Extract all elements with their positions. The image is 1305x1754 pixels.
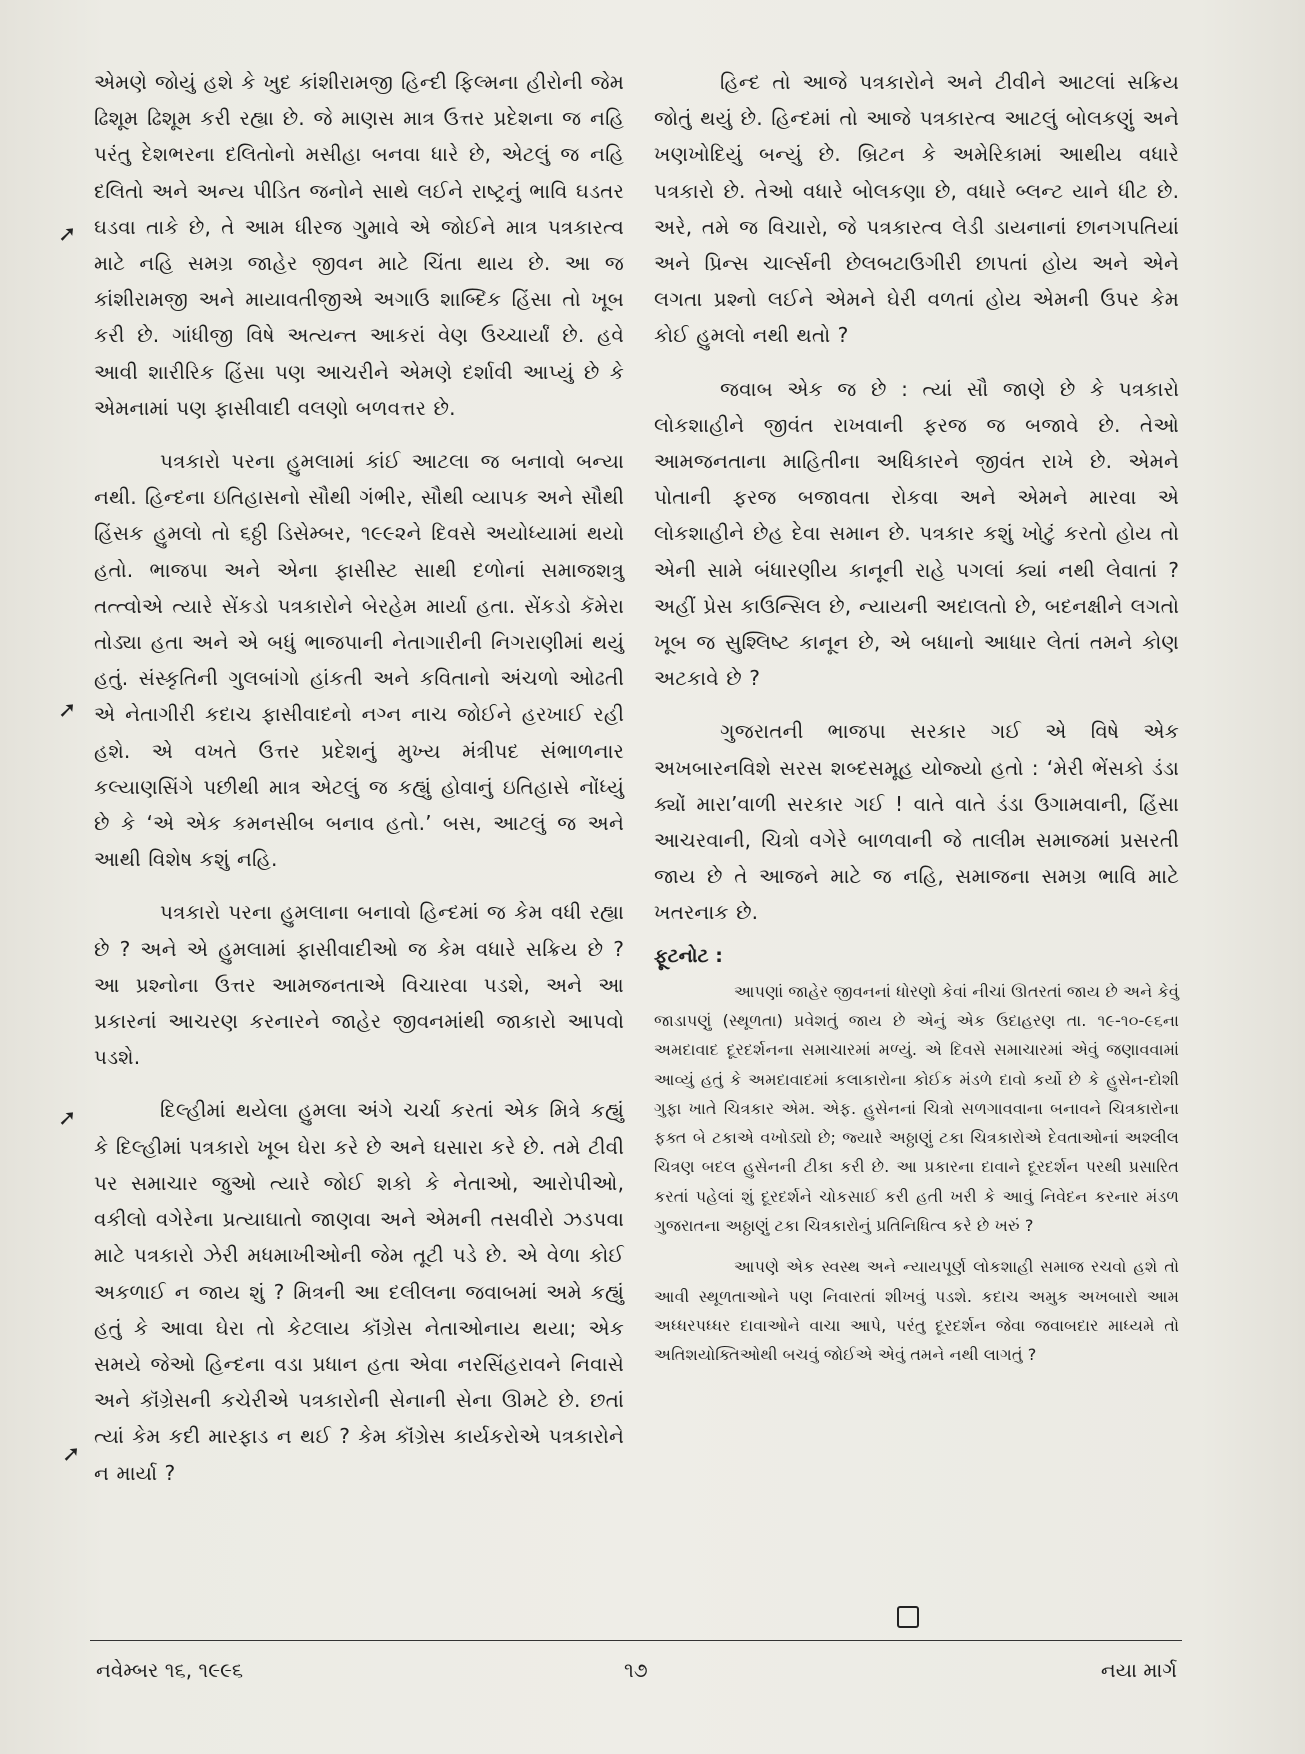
footnote-paragraph-2: આપણે એક સ્વસ્થ અને ન્યાયપૂર્ણ લોકશાહી સમાજ રચવો હશે તો આવી સ્થૂળતાઓને પણ નિવારતાં શીખવું પડશે. કદાચ અમુક અખબારો આમ અધ્ધરપધ્ધર દાવાઓને વાચા આપે, પરંતુ દૂરદર્શન જેવા જવાબદાર માધ્યમે તો અતિશયોક્તિઓથી બચવું જોઈએ એવું તમને નથી લાગતું ? <box>654 1257 1179 1365</box>
end-square-icon <box>897 1606 919 1628</box>
margin-arrow-icon: ➚ <box>58 1106 77 1131</box>
margin-arrow-icon: ➚ <box>58 222 77 247</box>
footnote-heading: ફૂટનોટ : <box>654 944 723 967</box>
margin-arrow-icon: ➚ <box>58 698 77 723</box>
right-paragraph-3: ગુજરાતની ભાજપા સરકાર ગઈ એ વિષે એક અખબારનવિશે સરસ શબ્દસમૂહ યોજ્યો હતો : ‘મેરી ભેંસકો ડંડા ક્યોં મારા’વાળી સરકાર ગઈ ! વાતે વાતે ડંડા ઉગામવાની, હિંસા આચરવાની, ચિત્રો વગેરે બાળવાની જે તાલીમ સમાજમાં પ્રસરતી જાય છે તે આજને માટે જ નહિ, સમાજના સમગ્ર ભાવિ માટે ખતરનાક છે. <box>654 719 1179 925</box>
page-number: ૧૭ <box>624 1658 648 1682</box>
margin-arrow-icon: ➚ <box>62 1442 81 1467</box>
left-paragraph-2: પત્રકારો પરના હુમલામાં કાંઈ આટલા જ બનાવો બન્યા નથી. હિન્દના ઇતિહાસનો સૌથી ગંભીર, સૌથી વ્યાપક અને સૌથી હિંસક હુમલો તો ૬ઠ્ઠી ડિસેમ્બર, ૧૯૯૨ને દિવસે અયોધ્યામાં થયો હતો. ભાજપા અને એના ફાસીસ્ટ સાથી દળોનાં સમાજશત્રુ તત્ત્વોએ ત્યારે સેંકડો પત્રકારોને બેરહેમ માર્યા હતા. સેંકડો કૅમેરા તોડ્યા હતા અને એ બધું ભાજપાની નેતાગારીની નિગરાણીમાં થયું હતું. સંસ્કૃતિની ગુલબાંગો હાંકતી અને કવિતાનો અંચળો ઓઢતી એ નેતાગીરી કદાચ ફાસીવાદનો નગ્ન નાચ જોઈને હરખાઈ રહી હશે. એ વખતે ઉત્તર પ્રદેશનું મુખ્ય મંત્રીપદ સંભાળનાર કલ્યાણસિંગે પછીથી માત્ર એટલું જ કહ્યું હોવાનું ઇતિહાસે નોંધ્યું છે કે ‘એ એક કમનસીબ બનાવ હતો.’ બસ, આટલું જ અને આથી વિશેષ કશું નહિ. <box>94 449 624 872</box>
publication-name: નયા માર્ગ <box>1100 1658 1177 1682</box>
footer-date: નવેમ્બર ૧૬, ૧૯૯૬ <box>96 1658 244 1682</box>
left-paragraph-3: પત્રકારો પરના હુમલાના બનાવો હિન્દમાં જ કેમ વધી રહ્યા છે ? અને એ હુમલામાં ફાસીવાદીઓ જ કેમ વધારે સક્રિય છે ? આ પ્રશ્નોના ઉત્તર આમજનતાએ વિચારવા પડશે, અને આ પ્રકારનાં આચરણ કરનારને જાહેર જીવનમાંથી જાકારો આપવો પડશે. <box>94 900 624 1070</box>
right-column <box>654 64 1179 1370</box>
left-paragraph-4: દિલ્હીમાં થયેલા હુમલા અંગે ચર્ચા કરતાં એક મિત્રે કહ્યું કે દિલ્હીમાં પત્રકારો ખૂબ ઘેરા કરે છે અને ઘસારા કરે છે. તમે ટીવી પર સમાચાર જુઓ ત્યારે જોઈ શકો કે નેતાઓ, આરોપીઓ, વકીલો વગેરેના પ્રત્યાઘાતો જાણવા અને એમની તસવીરો ઝડપવા માટે પત્રકારો ઝેરી મધમાખીઓની જેમ તૂટી પડે છે. એ વેળા કોઈ અકળાઈ ન જાય શું ? મિત્રની આ દલીલના જવાબમાં અમે કહ્યું હતું કે આવા ઘેરા તો કેટલાય કૉંગ્રેસ નેતાઓનાય થયા; એક સમયે જેઓ હિન્દના વડા પ્રધાન હતા એવા નરસિંહરાવને નિવાસે અને કૉંગ્રેસની કચેરીએ પત્રકારોની સેનાની સેના ઊમટે છે. છતાં ત્યાં કેમ કદી મારફાડ ન થઈ ? કેમ કૉંગ્રેસ કાર્યકરોએ પત્રકારોને ન માર્યા ? <box>94 1098 624 1485</box>
right-paragraph-2: જવાબ એક જ છે : ત્યાં સૌ જાણે છે કે પત્રકારો લોકશાહીને જીવંત રાખવાની ફરજ જ બજાવે છે. તેઓ આમજનતાના માહિતીના અધિકારને જીવંત રાખે છે. એમને પોતાની ફરજ બજાવતા રોકવા અને એમને મારવા એ લોકશાહીને છેહ દેવા સમાન છે. પત્રકાર કશું ખોટું કરતો હોય તો એની સામે બંધારણીય કાનૂની રાહે પગલાં ક્યાં નથી લેવાતાં ? અહીં પ્રેસ કાઉન્સિલ છે, ન્યાયની અદાલતો છે, બદનક્ષીને લગતો ખૂબ જ સુશ્લિષ્ટ કાનૂન છે, એ બધાનો આધાર લેતાં તમને કોણ અટકાવે છે ? <box>654 376 1179 691</box>
footnote-paragraph-1: આપણાં જાહેર જીવનનાં ધોરણો કેવાં નીચાં ઊતરતાં જાય છે અને કેવું જાડાપણું (સ્થૂળતા) પ્રવેશતું જાય છે એનું એક ઉદાહરણ તા. ૧૯-૧૦-૯૬ના અમદાવાદ દૂરદર્શનના સમાચારમાં મળ્યું. એ દિવસે સમાચારમાં એવું જણાવવામાં આવ્યું હતું કે અમદાવાદમાં કલાકારોના કોઈક મંડળે દાવો કર્યો છે કે હુસેન-દોશી ગુફા ખાતે ચિત્રકાર એમ. એફ. હુસેનનાં ચિત્રો સળગાવવાના બનાવને ચિત્રકારોના ફક્ત બે ટકાએ વખોડ્યો છે; જ્યારે અઠ્ઠાણું ટકા ચિત્રકારોએ દેવતાઓનાં અશ્લીલ ચિત્રણ બદલ હુસેનની ટીકા કરી છે. આ પ્રકારના દાવાને દૂરદર્શન પરથી પ્રસારિત કરતાં પહેલાં શું દૂરદર્શને ચોકસાઈ કરી હતી ખરી કે આવું નિવેદન કરનાર મંડળ ગુજરાતના અઠ્ઠાણું ટકા ચિત્રકારોનું પ્રતિનિધિત્વ કરે છે ખરું ? <box>654 981 1179 1236</box>
left-paragraph-1: એમણે જોયું હશે કે ખુદ કાંશીરામજી હિન્દી ફિલ્મના હીરોની જેમ ઢિશૂમ ઢિશૂમ કરી રહ્યા છે. જે માણસ માત્ર ઉત્તર પ્રદેશના જ નહિ પરંતુ દેશભરના દલિતોનો મસીહા બનવા ધારે છે, એટલું જ નહિ દલિતો અને અન્ય પીડિત જનોને સાથે લઈને રાષ્ટ્રનું ભાવિ ઘડતર ઘડવા તાકે છે, તે આમ ધીરજ ગુમાવે એ જોઈને માત્ર પત્રકારત્વ માટે નહિ સમગ્ર જાહેર જીવન માટે ચિંતા થાય છે. આ જ કાંશીરામજી અને માયાવતીજીએ અગાઉ શાબ્દિક હિંસા તો ખૂબ કરી છે. ગાંધીજી વિષે અત્યન્ત આકરાં વેણ ઉચ્ચાર્યાં છે. હવે આવી શારીરિક હિંસા પણ આચરીને એમણે દર્શાવી આપ્યું છે કે એમનામાં પણ ફાસીવાદી વલણો બળવત્તર છે. <box>94 70 624 420</box>
footer-divider <box>90 1640 1182 1641</box>
left-column <box>94 64 624 1491</box>
right-paragraph-1: હિન્દ તો આજે પત્રકારોને અને ટીવીને આટલાં સક્રિય જોતું થયું છે. હિન્દમાં તો આજે પત્રકારત્વ આટલું બોલકણું અને ખણખોદિયું બન્યું છે. બ્રિટન કે અમેરિકામાં આથીય વધારે પત્રકારો છે. તેઓ વધારે બોલકણા છે, વધારે બ્લન્ટ યાને ધીટ છે. અરે, તમે જ વિચારો, જે પત્રકારત્વ લેડી ડાયનાનાં છાનગપતિયાં અને પ્રિન્સ ચાર્લ્સની છેલબટાઉગીરી છાપતાં હોય અને એને લગતા પ્રશ્નો લઈને એમને ઘેરી વળતાં હોય એમની ઉપર કેમ કોઈ હુમલો નથી થતો ? <box>654 70 1179 348</box>
